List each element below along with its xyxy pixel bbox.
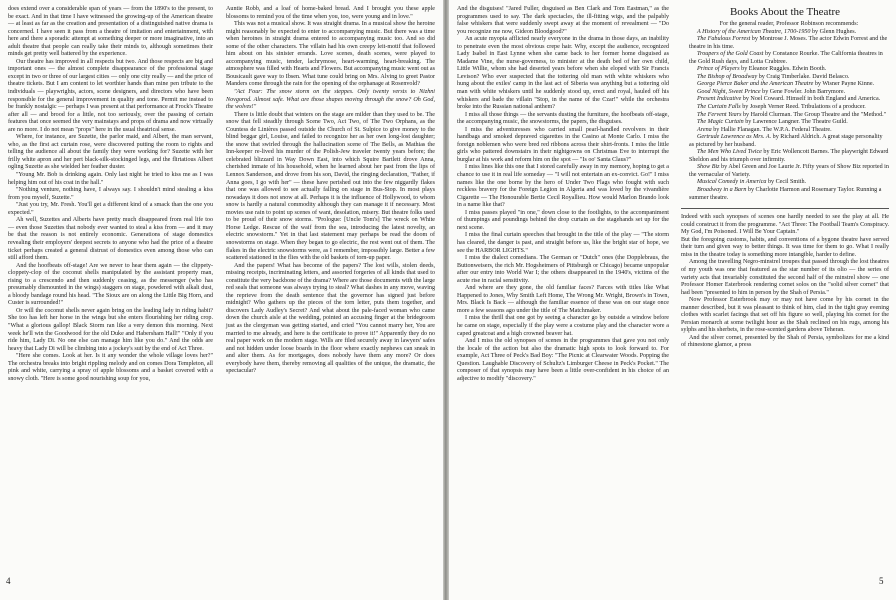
book-title: The Bishop of Broadway <box>697 73 758 80</box>
book-title: Show Biz <box>697 164 720 171</box>
book-title: Arena <box>697 126 712 133</box>
book-list <box>681 29 889 203</box>
book-title: Gertrude Lawrence as Mrs. A. <box>697 134 772 141</box>
book-title: Good Night, Sweet Prince <box>697 88 761 95</box>
book-title: The Curtain Falls <box>697 104 741 111</box>
books-sidebar <box>681 6 889 202</box>
book-note: by Montrose J. Moses. The actor Edwin Forrest and the theatre in his time. <box>689 36 888 50</box>
paragraph: Indeed with such synopses of scenes one hardly needed to see the play at all. He could construct it from the programme. "Act Three: The Football Team's Conspiracy. My God, I'm Poisoned. I Will Be Your Captain." <box>681 214 889 236</box>
paragraph: I miss passes played "in one," down close to the footlights, to the accompaniment of thumpings and poundings behind the drop curtain as the stagehands set up for the next scene. <box>457 209 669 231</box>
book-note: by Harold Clurman. The Group Theatre and the "Method." <box>741 111 887 118</box>
book-title: The Men Who Lived Twice <box>697 149 762 156</box>
paragraph: Ah well, Suzettes and Alberts have pretty much disappeared from real life too — even those Suzettes that nobody ever wanted to steal a kiss from — and it may be that the reason is not entirely economic. Generations of stage domestics revealing their employers' deepest secrets to anyone who had the price of a theatre ticket perhaps created a general distrust of domestics even among those who can still afford them. <box>8 217 213 262</box>
book-note: by Richard Aldrich. A great stage personality as pictured by her husband. <box>689 134 883 148</box>
book-title: Present Indicative <box>697 96 742 103</box>
book-note: by Wisner Payne Kinne. <box>813 81 875 88</box>
paragraph: Our theatre has improved in all respects but two. And those respects are big and important ones — the almost complete disappearance of the professional stage except in two or three of our largest cities — only one city really — and the price of theatre tickets. But I am content to let worthier hands than mine pen tribute to the individuals — playwrights, actors, scene designers, and directors who have been responsible for the general improvement in quality and tone. Permit me instead to be frankly nostalgic — perhaps I was present at that performance at Frock's Theatre after all — and brood for a little, not too seriously, over the passing of certain features that once seemed the very mainstays and props of drama and now virtually are no more. I do not mean "props" here in the usual theatrical sense. <box>8 58 213 133</box>
paragraph: I miss lines like this one that I stored carefully away in my memory, hoping to get a chance to use it in real life someday — "I will not entertain an ex-convict. Go!" I miss names like the one borne by the hero of Under Two Flags who fought with such reckless bravery for the Foreign Legion in Algeria and was loved by the vivandière Cigarette — The Honourable Bertie Cecil Royallieu. How would Marlon Brando look in a name like that? <box>457 164 669 209</box>
book-entry <box>681 119 889 127</box>
book-note: by Hallie Flanagan. The W.P.A. Federal Theatre. <box>711 126 832 133</box>
book-title: Musical Comedy in America <box>697 179 767 186</box>
left-column-1 <box>8 6 213 383</box>
book-title: Prince of Players <box>697 66 740 73</box>
book-title: Broadway in a Barn <box>697 187 747 194</box>
paragraph: And I miss the old synopses of scenes in the programmes that gave you not only the locale of the action but also the dramatic high spots to look forward to. For example, Act Three of Peck's Bad Boy: "The Picnic at Clearwater Woods. Popping the Question. Laughable Discovery of Schultz's Limburger Cheese in Peck's Pocket." The composer of that synopsis may have been a little over-confident in his choice of an adjective to modify "discovery." <box>457 338 669 382</box>
books-title: Books About the Theatre <box>729 6 841 18</box>
book-entry <box>681 51 889 66</box>
paragraph: Among the travelling Negro-minstrel troupes that passed through the lost theatres of my youth was one that featured as the star number of its olio — the series of variety acts that invariably constituted the second half of the minstrel show — one Professor Homer Esterbrook rendering cornet solos on the "solid silver cornet" that had been "presented to him in person by the Shah of Persia." <box>681 259 889 296</box>
paragraph: I miss the final curtain speeches that brought in the title of the play — "The storm has cleared, the danger is past, and straight before us, like the bright star of hope, we see the HARBOR LIGHTS." <box>457 232 669 254</box>
paragraph: And the papers! What has become of the papers? The lost wills, stolen deeds, missing receipts, incriminating letters, and assorted forgeries of all kinds that used to constitute the very backbone of the drama? Where are those documents with the large red seals that someone was always trying to steal? What dashes in any move, waving the reprieve from the death sentence that the governor has signed just before midnight? Who gathers up the pieces of the torn letter, puts them together, and discovers Lady Audley's Secret? And what about the pale-faced woman who came down the church aisle at the wedding, pointed an accusing finger at the bridegroom just as the clergyman was getting started, and cried "You cannot marry her, You are married to me already, and here is the certificate to prove it!" Apparently they do no real paper work on the modern stage. Wills are filed securely away in lawyers' safes and not hidden under loose boards in the floor where exactly nephews can sneak in and alter them. As for mortgages, does nobody have them any more? Or does everybody have them, thereby removing all qualities of the unique, the dramatic, the spectacular? <box>226 262 435 375</box>
book-entry <box>681 179 889 187</box>
paragraph: And the silver cornet, presented by the Shah of Persia, symbolizes for me a kind of rhinestone glamor, a press <box>681 334 889 349</box>
book-title: George Pierce Baker and the American Theatre <box>697 81 814 88</box>
left-page <box>0 0 443 600</box>
book-title: The Magic Curtain <box>697 119 744 126</box>
book-note: by Craig Timberlake. David Belasco. <box>757 73 850 80</box>
divider <box>681 208 889 209</box>
paragraph: "Act Four: The snow storm on the steppes. Only twenty versts to Nizhni Novgorod. Almost safe. What are those shapes moving through the snow? Oh God, the wolves!" <box>226 89 435 111</box>
book-note: by Lawrence Langner. The Theatre Guild. <box>743 119 848 126</box>
paragraph: There is little doubt that winters on the stage are milder than they used to be. The snow that fell steadily through Scene Two, Act Two, of The Two Orphans, as the Countess de Linières passed outside the Church of St. Sulpice to give money to the blind beggar girl, Louise, and failed to recognize her as her own long-lost daughter; the snow that swirled through the hallucination scene of The Bells, as Mathias the Inn-keeper re-lived his murder of the Polish-Jew traveler twenty years before; the celebrated blizzard in Way Down East, into which Squire Bartlett drove Anna, cherished inmate of his household, when he learned about her past from the lips of Lennox Sanderson, and drove from his son, David, the ringing declaration, "Father, if Anna goes, I go with her" — these have perished out into the few niggardly flakes that one was allowed to see actually falling on stage in Bus-Stop. In most plays nowadays it does not snow at all. Perhaps it is the influence of Hollywood, to whom snow is hardly a natural commodity although they can manage it if necessary. Most movies use rain to point up scenes of want, desolation, misery. But theatre folks used to be proud of their snow storms. "Prologue: [Uncle Tom's] The wreck on White Horse Ledge. Rescue of the waif from the sea, introducing the latest novelty, an electric snowstorm." Yet in that last statement may perhaps be read the doom of snowstorms on stage. When they began to go electric, the rest went out of them. The flakes in the electric snowstorms were, as I remember, impossibly large. Better a few scattered stationed in the flies with the old baskets of torn-up paper. <box>226 111 435 262</box>
book-entry <box>681 96 889 104</box>
paragraph: Now Professor Esterbrook may or may not have come by his cornet in the manner described, but it was pleasant to think of him, clad in the tight gray evening clothes with scarlet facings that set off his figure so well, playing his cornet for the Persian monarch at some twilight hour as the Shah reclined on his rugs, among his sylphs and his sherbets, in the rose-scented gardens above Teheran. <box>681 297 889 334</box>
paragraph: I miss the thrill that one got by seeing a character go by outside a window before he came on stage, especially if the play were a costume play and the character wore a caped greatcoat and a high crowned beaver hat. <box>457 315 669 337</box>
paragraph: "Just you try, Mr. Fresh. You'll get a different kind of a smack than the one you expected." <box>8 202 213 216</box>
book-note: by Joseph Verner Reed. Tribulations of a producer. <box>740 104 866 111</box>
book-entry <box>681 112 889 120</box>
paragraph: "Nothing venture, nothing have, I always say. I shouldn't mind stealing a kiss from you myself, Suzette." <box>8 187 213 201</box>
paragraph: An acute myopia afflicted nearly everyone in the drama in those days, an inability to penetrate even the most obvious crepe hair. Why, except the audience, recognized Lady Isabel in East Lynne when she came back to her former home disguised as Madame Vine, the nurse-governess, to minister at the death bed of her own child, Little Willie, whom she had deserted years before when she eloped with Sir Francis Levison? Who ever suspected that the tottering old man with white whiskers who hung about the exiles' camp in the last act of Siberia was anything but a tottering old man with white whiskers until he suddenly stood up, erect and royal, hauled off his whiskers and bade the villain "Stop, in the name of the Czar!" while the orchestra broke into the Russian national anthem? <box>457 36 669 111</box>
paragraph: This was not a musical show. It was straight drama. In a musical show the heroine might reasonably be expected to enter to accompanying music. But there was a time when heroines in straight drama entered to accompanying music too. And so did some of the other characters. The villain had his own creepy leit-motif that followed him about on his sinister errands. Love scenes, death scenes, were played to accompanying music, tender, lachrymose, heart-warming, heart-breaking. The atmosphere was filled with Hearts and Flowers. But accompanying music went out as Bousicault gave way to Ibsen. What tune could bring on Mrs. Alving to greet Pastor Manders come through the rain for the opening of the orphanage at Rosenvold? <box>226 21 436 88</box>
book-note: by Gene Fowler. John Barrymore. <box>760 88 846 95</box>
book-note: by Eleanor Ruggles. Edwin Booth. <box>739 66 827 73</box>
book-entry <box>681 74 889 82</box>
book-entry <box>681 187 889 202</box>
paragraph: does extend over a considerable span of years — from the 1890's to the present, to be exact. And in that time I have witnessed the growing-up of the American theatre — at least as far as the creation and presentation of a distinguished native drama is concerned. I have seen it pass from a theatre of imitation and entertainment, with here and there a sporadic attempt at something deeper or more imaginative, into an adult theatre that people can really take their minds to, although sometimes their minds get pretty well battered by the experience. <box>8 6 213 58</box>
book-entry <box>681 66 889 74</box>
paragraph: "Here she comes. Look at her. Is it any wonder the whole village loves her?" The orchestra breaks into bright rippling melody and on comes Dora Templeton, all pink and white, carrying a spray of apple blossoms and a basket covered with a snowy cloth. "Here is some good nourishing soup for you, <box>8 353 213 382</box>
book-entry <box>681 127 889 135</box>
book-title: The Fervent Years <box>697 111 742 118</box>
book-note: by Constance Rourke. The California theatres in the Gold Rush days, and Lotta Crabtree. <box>689 51 883 65</box>
book-entry <box>681 164 889 179</box>
paragraph: Auntie Robb, and a loaf of home-baked bread. And I brought you these apple blossoms to remind you of the time when you, too, were young and in love." <box>226 6 435 20</box>
left-column-2 <box>226 6 435 376</box>
book-note: by Abel Green and Joe Laurie Jr. Fifty years of Show Biz reported in the vernacular of Variety. <box>689 164 889 178</box>
page-number-right: 5 <box>879 576 884 586</box>
book-entry <box>681 29 889 37</box>
paragraph: Where, for instance, are Suzette, the parlor maid, and Albert, the man servant, who, as the first act curtain rose, were discovered putting the room to rights and telling the audience all about the family they were working for? Suzette with her frilly white apron and her pert black-silk-stockinged legs, and the flirtatious Albert ogling Suzette as she wielded her feather duster. <box>8 134 213 171</box>
books-intro: For the general reader, Professor Robinson recommends: <box>719 21 859 27</box>
book-note: by Noel Coward. Himself in both England and America. <box>741 96 881 103</box>
paragraph: I miss all those things — the servants dusting the furniture, the hoofbeats off-stage, the accompanying music, the snowstorms, the papers, the disguises. <box>457 111 669 126</box>
book-note: by Charlotte Harmon and Rosemary Taylor. Running a summer theatre. <box>689 187 882 201</box>
book-note: by Glenn Hughes. <box>810 28 857 35</box>
right-column-2 <box>681 6 889 350</box>
book-entry <box>681 134 889 149</box>
right-page <box>449 0 896 600</box>
book-title: Troupers of the Gold Coast <box>697 51 764 58</box>
book-title: The Fabulous Forrest <box>697 36 751 43</box>
paragraph: I miss the adventuresses who carried small pearl-handled revolvers in their handbags and smoked depraved cigarettes in the Casino at Monte Carlo. I miss the foreign noblemen who were bred red ribbons across their shirt-fronts. I miss the little girls who pattered downstairs in their nightgowns on Christmas Eve to interrupt the burglar at his work and reform him on the spot — "Is oo' Santa Claus?" <box>457 126 669 163</box>
paragraph: And the disguises! "Jared Fuller, disguised as Ben Clark and Tom Eastman," as the programmes used to say. The dark spectacles, the ill-fitting wigs, and the palpably false whiskers that were suddenly swept away at the moment of revealment — "Do you recognize me now, Gideon Bloodgood?" <box>457 6 669 35</box>
right-column-1 <box>457 6 669 383</box>
book-entry <box>681 81 889 89</box>
book-title: A History of the American Theatre, 1700-1950 <box>697 28 811 35</box>
book-note: by Cecil Smith. <box>766 179 807 186</box>
book-note: by Eric Wollencott Barnes. The playwright Edward Sheldon and his triumph over infirmity. <box>689 149 889 163</box>
page-number-left: 4 <box>6 576 11 586</box>
paragraph: And where are they gone, the old familiar faces? Farces with titles like What Happened to Jones, Why Smith Left Home, The Wrong Mr. Wright, Brown's in Town, Mrs. Black Is Back — although the familiar essence of these was on our stage once more a few seasons ago under the title of The Matchmaker. <box>457 285 669 314</box>
paragraph: "Young Mr. Bob is drinking again. Only last night he tried to kiss me as I was helping him out of his coat in the hall." <box>8 172 213 186</box>
paragraph: But the foregoing customs, habits, and conventions of a bygone theatre have served their turn and given way to better things. It was time for them to go. What I really miss in the theatre today is something more intangible, harder to define. <box>681 236 889 258</box>
book-entry <box>681 104 889 112</box>
paragraph: Or will the coconut shells never again bring on the leading lady in riding habit? She too has left her horse in the wings but she enters flourishing her riding crop. "What a glorious gallop! Black Storm ran like a very demon this morning. Next week he'll win the Goodwood for the old Duke and Habersham Hall!" "Only if you ride him, Lady Di. No one else can manage him like you do." And the odds are heavy that Lady Di will be climbing into a jockey's suit by the end of Act Three. <box>8 307 213 352</box>
paragraph: I miss the dialect comedians. The German or "Dutch" ones (the Dopplebraus, the Buttonweisers, the rich Mr. Hogsheimers of Pittsburgh or Chicago) became unpopular after our entry into World War I; the others disappeared in the 1940's, victims of the acute rise in racial sensitivity. <box>457 255 669 284</box>
book-entry <box>681 36 889 51</box>
book-entry <box>681 149 889 164</box>
paragraph: And the hoofbeats off-stage! Are we never to hear them again — the clippety-cloppety-clop of the coconut shells manipulated by the assistant property man, rising to a crescendo and then suddenly ceasing, as the messenger (who has presumably dismounted in the wings) staggers on stage, powdered with alkali dust, a bloody bandage round his head. "The Sioux are on along the Little Big Horn, and Custer is surrounded!" <box>8 262 213 307</box>
